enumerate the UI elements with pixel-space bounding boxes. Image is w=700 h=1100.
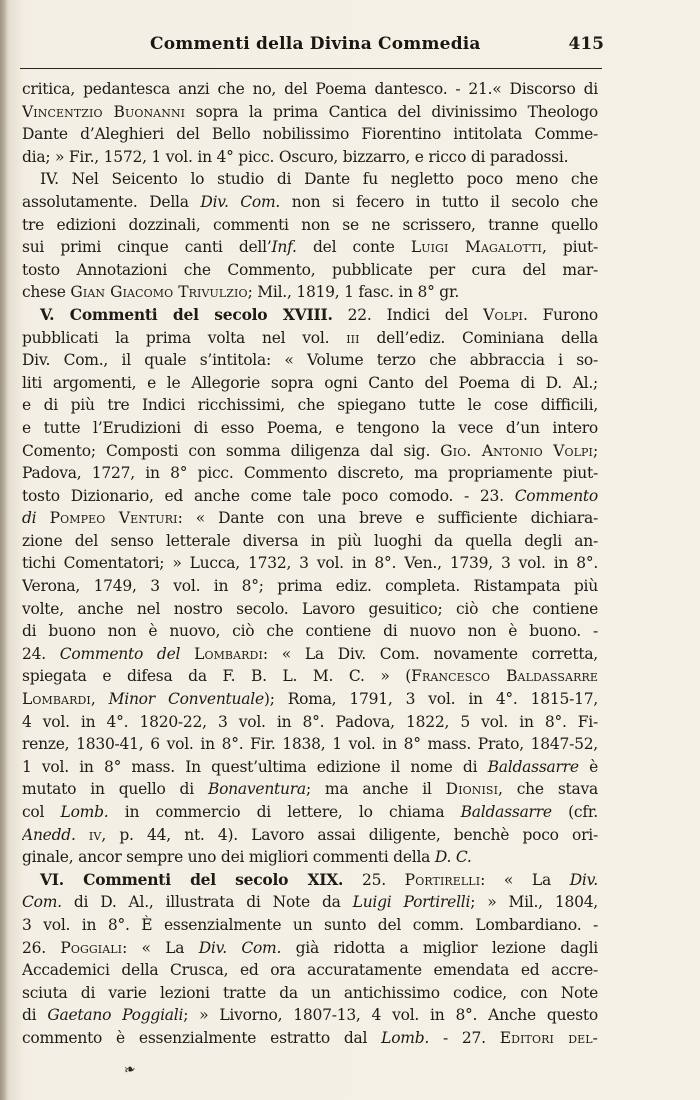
- text-line: [22, 101, 598, 124]
- text-line: [22, 123, 598, 146]
- italic-text: Anedd.: [22, 825, 76, 844]
- text-run: [36, 509, 49, 527]
- text-line: [22, 1027, 598, 1050]
- text-run: sciuta di varie lezioni tratte da un antichissimo codice, con Note: [22, 983, 598, 1002]
- text-run: dell’ediz. Cominiana della: [359, 328, 598, 347]
- text-run: ); Roma, 1791, 3 vol. in 4°. 1815-17,: [263, 690, 598, 709]
- text-run: , che stava: [498, 780, 598, 799]
- text-run: . Furono: [522, 305, 598, 324]
- text-line: [22, 485, 598, 508]
- name-small-caps: Francesco Baldassarre: [411, 667, 598, 686]
- text-run: critica, pedantesca anzi che no, del Poema dantesco. - 21.« Discorso di: [22, 80, 598, 98]
- italic-text: Minor Conventuale: [108, 690, 264, 709]
- text-run: di: [22, 1006, 48, 1025]
- name-small-caps: Pompeo Venturi: [49, 509, 178, 528]
- text-line: [22, 394, 598, 417]
- name-small-caps: Vincentzio Buonanni: [22, 102, 186, 121]
- text-line: [22, 1004, 598, 1027]
- text-run: [180, 645, 194, 663]
- name-small-caps: Poggiali: [60, 938, 123, 957]
- running-title: Commenti della Divina Commedia: [150, 34, 481, 54]
- text-run: 26.: [22, 938, 61, 957]
- name-small-caps: Dionisi: [445, 780, 499, 799]
- text-run: Div. Com., il quale s’intitola: « Volume terzo che abbraccia i so-: [22, 351, 598, 370]
- body-text: [22, 78, 598, 1050]
- text-line: [22, 620, 598, 643]
- ornament-glyph: ❧: [122, 1060, 138, 1080]
- text-run: Accademici della Crusca, ed ora accuratamente emendata ed accre-: [22, 961, 598, 980]
- text-line: [22, 891, 598, 914]
- text-run: mutato in quello di: [22, 780, 208, 799]
- text-line: [22, 801, 598, 824]
- text-run: , piut-: [542, 238, 598, 257]
- text-run: assolutamente. Della: [22, 192, 201, 211]
- text-run: ; Mil., 1819, 1 fasc. in 8° gr.: [247, 283, 460, 302]
- text-line: [22, 462, 598, 485]
- italic-text: Inf.: [271, 238, 297, 257]
- text-line: [22, 327, 598, 350]
- italic-text: Div. Com.: [198, 938, 282, 957]
- text-run: tosto Dizionario, ed anche come tale poco comodo. - 23.: [22, 486, 515, 505]
- text-run: 22. Indici del: [332, 305, 484, 324]
- text-run: dia; » Fir., 1572, 1 vol. in 4° picc. Oscuro, bizzarro, e ricco di paradossi.: [22, 147, 569, 166]
- text-run: liti argomenti, e le Allegorie sopra ogni Canto del Poema di D. Al.;: [22, 373, 598, 392]
- section-heading: V. Commenti del secolo XVIII.: [40, 304, 333, 324]
- text-run: ; » Mil., 1804,: [470, 893, 598, 912]
- text-line: [22, 733, 598, 756]
- text-run: tosto Annotazioni che Commento, pubblicate per cura del mar-: [22, 260, 598, 279]
- italic-text: Lomb.: [60, 803, 109, 821]
- text-run: di buono non è nuovo, ciò che contiene di nuovo non è buono. -: [22, 622, 598, 641]
- text-run: zione del senso letterale diversa in più luoghi da quella degli an-: [22, 531, 598, 550]
- name-small-caps: iv: [88, 825, 102, 844]
- text-run: ; » Livorno, 1807-13, 4 vol. in 8°. Anche questo: [183, 1006, 598, 1025]
- text-run: [76, 826, 89, 844]
- text-run: spiegata e difesa da F. B. L. M. C. » (: [22, 667, 412, 686]
- text-run: commento è essenzialmente estratto dal: [22, 1028, 382, 1047]
- text-line: [22, 530, 598, 553]
- name-small-caps: Luigi Magalotti: [410, 238, 543, 257]
- text-run: , p. 44, nt. 4). Lavoro assai diligente, benchè poco ori-: [101, 825, 598, 844]
- text-run: renze, 1830-41, 6 vol. in 8°. Fir. 1838, 1 vol. in 8° mass. Prato, 1847-52,: [22, 735, 598, 754]
- text-run: in commercio di lettere, lo chiama: [108, 803, 461, 821]
- page-number: 415: [568, 34, 604, 54]
- text-run: chese: [22, 283, 71, 302]
- italic-text: Commento: [514, 486, 598, 505]
- text-run: e di più tre Indici ricchissimi, che spiegano tutte le cose difficili,: [22, 396, 598, 415]
- text-run: ginale, ancor sempre uno dei migliori commenti della: [22, 848, 435, 867]
- italic-text: Com.: [22, 893, 62, 912]
- text-run: ,: [90, 690, 109, 709]
- text-run: pubblicati la prima volta nel vol.: [22, 328, 347, 347]
- text-run: tichi Comentatori; » Lucca, 1732, 3 vol. in 8°. Ven., 1739, 3 vol. in 8°.: [22, 554, 598, 573]
- text-run: : « La: [480, 870, 570, 889]
- text-line: [22, 665, 598, 688]
- text-line: [22, 982, 598, 1005]
- text-run: Verona, 1749, 3 vol. in 8°; prima ediz. completa. Ristampata più: [22, 577, 598, 596]
- text-line: [22, 937, 598, 960]
- text-line: [22, 236, 598, 259]
- text-line: [22, 643, 598, 666]
- text-line: [22, 756, 598, 779]
- text-line: [22, 846, 598, 869]
- gutter-shadow: [0, 0, 8, 1100]
- text-line: [22, 214, 598, 237]
- text-run: : « La Div. Com. novamente corretta,: [262, 644, 598, 663]
- text-run: ;: [593, 441, 598, 460]
- italic-text: Div.: [569, 870, 598, 889]
- text-run: volte, anche nel nostro secolo. Lavoro gesuitico; ciò che contiene: [22, 599, 598, 618]
- text-line: [22, 824, 598, 847]
- text-run: IV. Nel Seicento lo studio di Dante fu negletto poco meno che: [40, 170, 598, 189]
- text-run: : « Dante con una breve e sufficiente dichiara-: [177, 509, 598, 528]
- text-run: di D. Al., illustrata di Note da: [61, 893, 353, 912]
- italic-text: Gaetano Poggiali: [47, 1006, 184, 1025]
- text-line: [22, 259, 598, 282]
- text-run: 3 vol. in 8°. È essenzialmente un sunto del comm. Lombardiano. -: [22, 915, 598, 934]
- italic-text: Commento del: [59, 644, 181, 663]
- name-small-caps: Portirelli: [404, 870, 481, 889]
- text-run: 1 vol. in 8° mass. In quest’ultima edizione il nome di: [22, 757, 488, 776]
- text-line: [22, 552, 598, 575]
- italic-text: di: [22, 509, 37, 528]
- text-run: col: [22, 803, 61, 821]
- text-line: [22, 598, 598, 621]
- text-line: [22, 372, 598, 395]
- text-run: sui primi cinque canti dell’: [22, 238, 272, 257]
- text-run: non si fecero in tutto il secolo che: [280, 192, 598, 211]
- text-run: 25.: [343, 870, 405, 889]
- text-line: [22, 575, 598, 598]
- running-head: [22, 30, 604, 60]
- text-line: [22, 417, 598, 440]
- name-small-caps: Editori del-: [499, 1028, 598, 1047]
- text-run: già ridotta a miglior lezione dagli: [281, 938, 598, 957]
- section-heading: VI. Commenti del secolo XIX.: [40, 869, 344, 889]
- text-line: [22, 688, 598, 711]
- text-line: [22, 959, 598, 982]
- text-run: è: [578, 757, 598, 776]
- text-line: [22, 711, 598, 734]
- italic-text: Div. Com.: [200, 192, 281, 211]
- text-line: [22, 281, 598, 304]
- text-line: [22, 146, 598, 169]
- text-line: [22, 168, 598, 191]
- text-run: e tutte l’Erudizioni di esso Poema, e tengono la vece d’un intero: [22, 418, 598, 437]
- italic-text: D. C.: [434, 848, 472, 867]
- text-run: del conte: [296, 238, 411, 257]
- text-line: [22, 78, 598, 101]
- text-line: [22, 778, 598, 801]
- name-small-caps: Lombardi: [22, 690, 91, 709]
- text-line: [22, 191, 598, 214]
- text-line: [22, 869, 598, 892]
- text-line: [22, 304, 598, 327]
- text-line: [22, 507, 598, 530]
- name-small-caps: Gian Giacomo Trivulzio: [70, 283, 248, 302]
- text-line: [22, 914, 598, 937]
- italic-text: Lomb.: [381, 1028, 430, 1047]
- name-small-caps: Gio. Antonio Volpi: [440, 441, 594, 460]
- text-run: Dante d’Aleghieri del Bello nobilissimo Fiorentino intitolata Comme-: [22, 125, 598, 144]
- italic-text: Luigi Portirelli: [352, 893, 471, 912]
- name-small-caps: Volpi: [483, 305, 523, 324]
- text-run: 24.: [22, 644, 60, 663]
- text-run: ; ma anche il: [305, 780, 446, 799]
- text-run: Comento; Composti con somma diligenza dal sig.: [22, 441, 441, 460]
- text-line: [22, 440, 598, 463]
- name-small-caps: iii: [346, 328, 360, 347]
- text-run: 4 vol. in 4°. 1820-22, 3 vol. in 8°. Padova, 1822, 5 vol. in 8°. Fi-: [22, 712, 598, 731]
- text-run: tre edizioni dozzinali, commenti non se ne scrissero, tranne quello: [22, 215, 598, 234]
- name-small-caps: Lombardi: [194, 644, 263, 663]
- header-rule: [20, 68, 602, 69]
- text-run: : « La: [122, 938, 199, 957]
- text-run: - 27.: [429, 1028, 500, 1047]
- italic-text: Bonaventura: [207, 780, 306, 799]
- text-run: (cfr.: [551, 803, 598, 821]
- italic-text: Baldassarre: [460, 803, 552, 821]
- text-line: [22, 349, 598, 372]
- text-run: Padova, 1727, in 8° picc. Commento discreto, ma propriamente piut-: [22, 464, 598, 483]
- text-run: sopra la prima Cantica del divinissimo Theologo: [185, 102, 598, 121]
- italic-text: Baldassarre: [487, 757, 579, 776]
